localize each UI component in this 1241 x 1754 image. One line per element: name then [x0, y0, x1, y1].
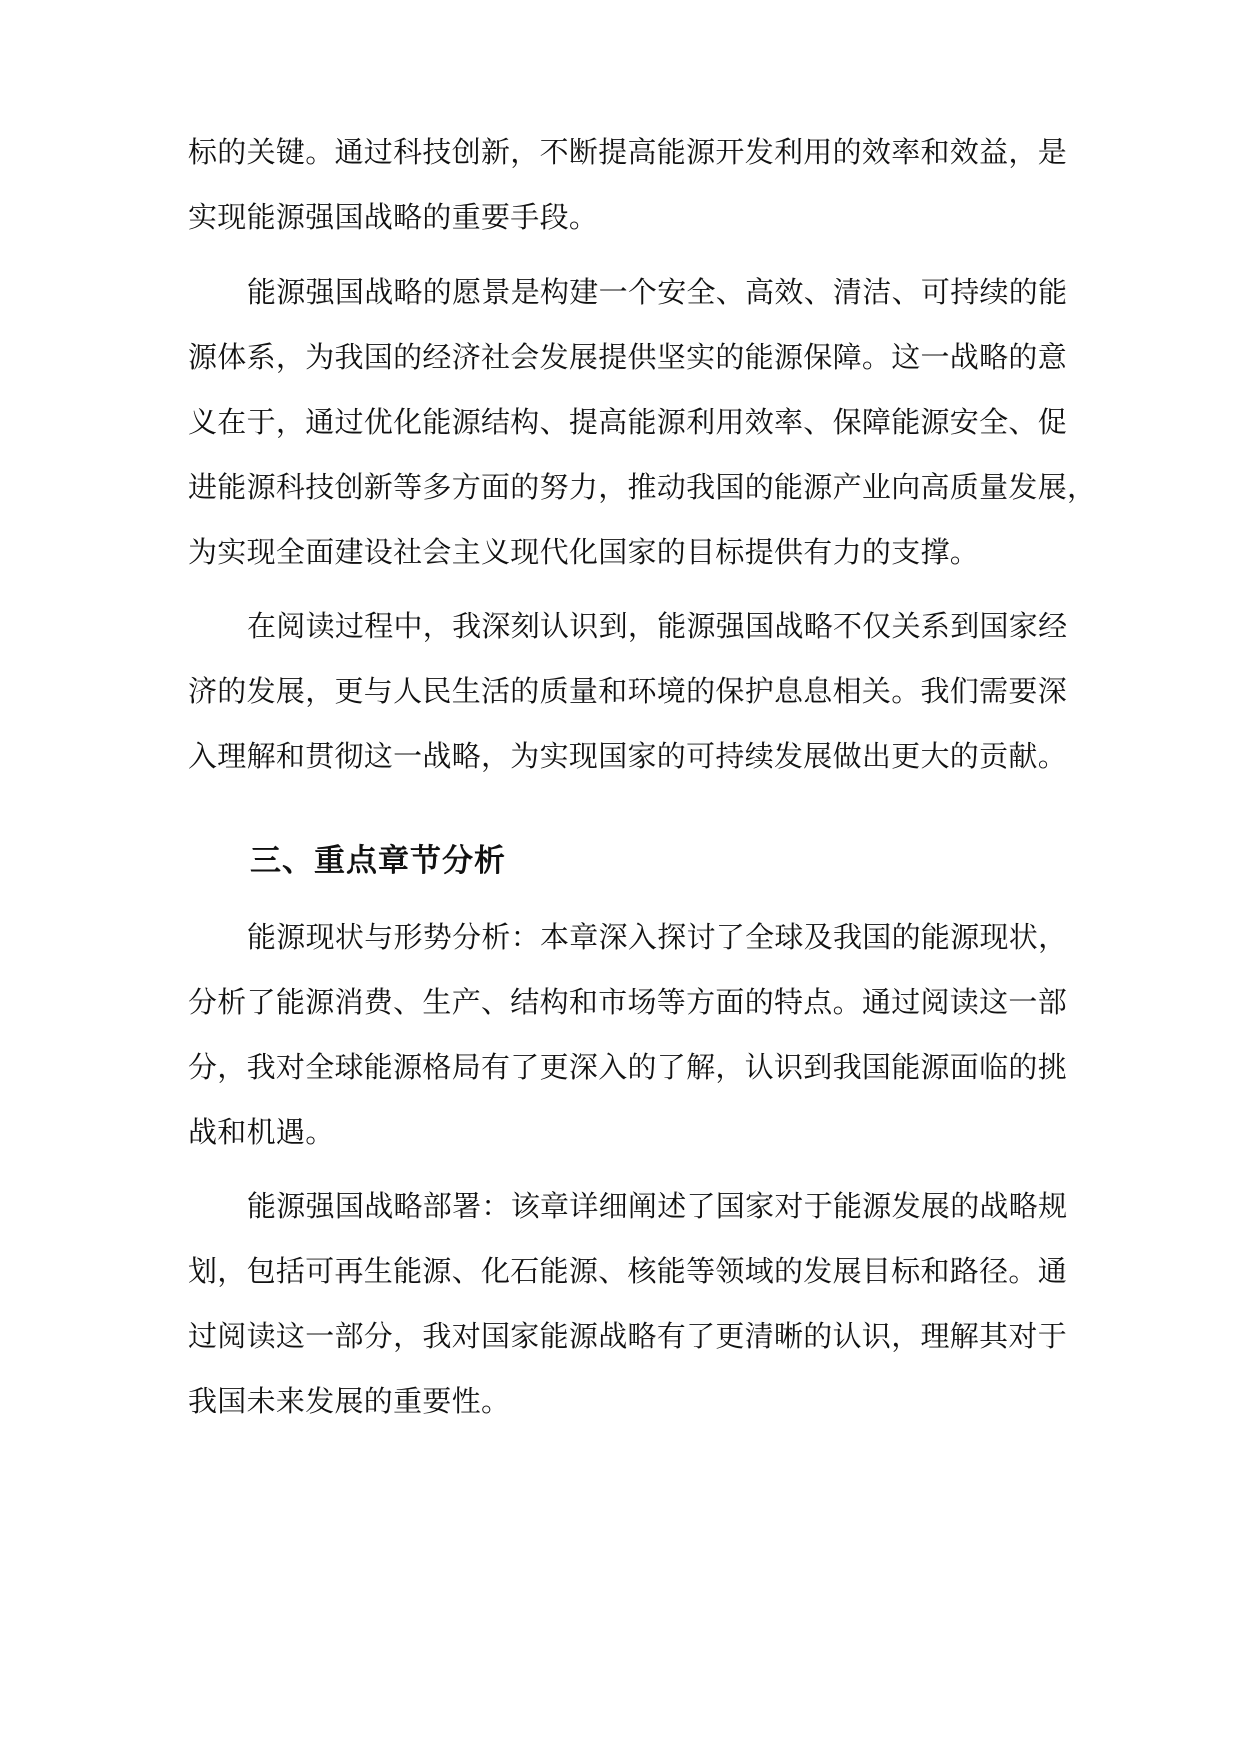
paragraph-4-line-2: 分析了能源消费、生产、结构和市场等方面的特点。通过阅读这一部 [188, 985, 1068, 1019]
paragraph-3-line-2: 济的发展，更与人民生活的质量和环境的保护息息相关。我们需要深 [188, 674, 1068, 708]
paragraph-5-line-1: 能源强国战略部署：该章详细阐述了国家对于能源发展的战略规 [247, 1189, 1068, 1223]
paragraph-4-line-1: 能源现状与形势分析：本章深入探讨了全球及我国的能源现状， [247, 920, 1068, 954]
paragraph-5-line-2: 划，包括可再生能源、化石能源、核能等领域的发展目标和路径。通 [188, 1254, 1068, 1288]
paragraph-2-line-5: 为实现全面建设社会主义现代化国家的目标提供有力的支撑。 [188, 535, 980, 569]
paragraph-4-line-4: 战和机遇。 [188, 1115, 335, 1149]
paragraph-2-line-4: 进能源科技创新等多方面的努力，推动我国的能源产业向高质量发展， [188, 470, 1097, 504]
paragraph-2-line-2: 源体系，为我国的经济社会发展提供坚实的能源保障。这一战略的意 [188, 340, 1068, 374]
paragraph-2-line-3: 义在于，通过优化能源结构、提高能源利用效率、保障能源安全、促 [188, 405, 1068, 439]
paragraph-1-line-2: 实现能源强国战略的重要手段。 [188, 200, 599, 234]
paragraph-3-line-1: 在阅读过程中，我深刻认识到，能源强国战略不仅关系到国家经 [247, 609, 1068, 643]
paragraph-5-line-3: 过阅读这一部分，我对国家能源战略有了更清晰的认识，理解其对于 [188, 1319, 1068, 1353]
section-heading: 三、重点章节分析 [250, 843, 506, 879]
paragraph-1-line-1: 标的关键。通过科技创新，不断提高能源开发利用的效率和效益，是 [188, 135, 1068, 169]
paragraph-4-line-3: 分，我对全球能源格局有了更深入的了解，认识到我国能源面临的挑 [188, 1050, 1068, 1084]
paragraph-2-line-1: 能源强国战略的愿景是构建一个安全、高效、清洁、可持续的能 [247, 275, 1068, 309]
paragraph-3-line-3: 入理解和贯彻这一战略，为实现国家的可持续发展做出更大的贡献。 [188, 739, 1068, 773]
paragraph-5-line-4: 我国未来发展的重要性。 [188, 1384, 511, 1418]
